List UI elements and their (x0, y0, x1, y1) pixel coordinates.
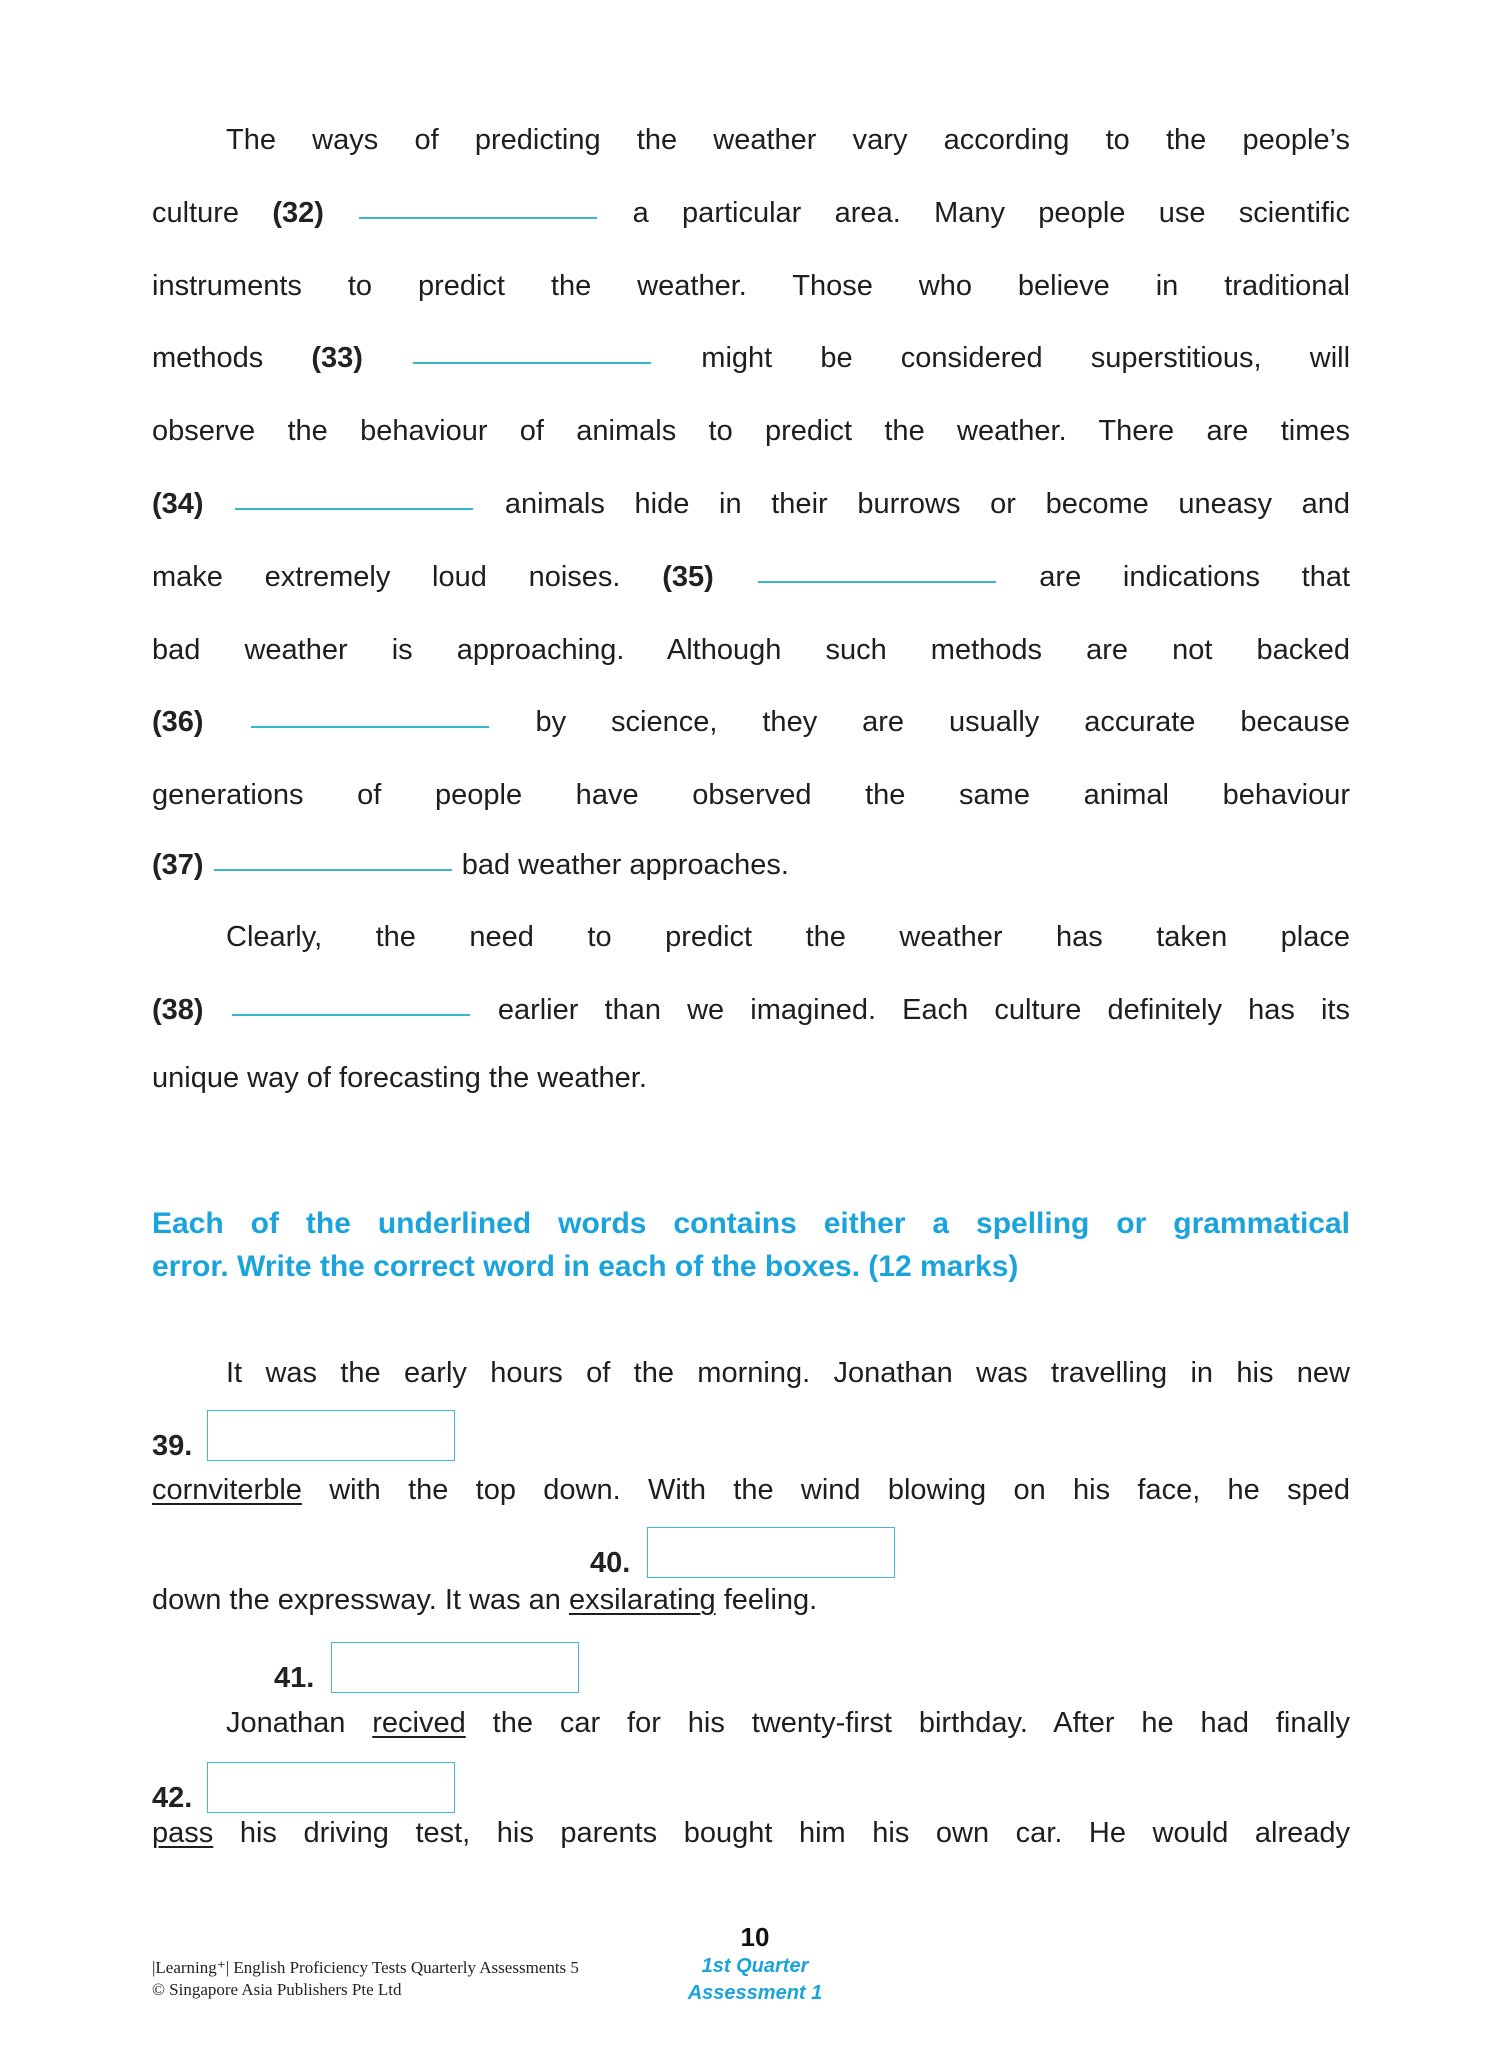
passage-line (152, 702, 1350, 742)
blank-34[interactable] (235, 508, 473, 510)
passage-line (226, 1703, 1350, 1743)
text: unique way of forecasting the weather. (152, 1062, 647, 1094)
passage-line (152, 193, 1350, 233)
passage-line (152, 484, 1350, 524)
blank-number: (36) (152, 706, 204, 738)
passage-line (152, 1813, 1350, 1853)
text: The ways of predicting the weather vary according to the people’s (226, 124, 1350, 156)
question-label-42: 42. (152, 1782, 193, 1814)
book-title: |Learning⁺| English Proficiency Tests Quarterly Assessments 5 (152, 1958, 579, 1977)
answer-box-39[interactable] (207, 1410, 455, 1461)
text: might be considered superstitious, will (701, 342, 1351, 374)
blank-36[interactable] (251, 726, 489, 728)
text: by science, they are usually accurate because (535, 706, 1351, 738)
passage-line (152, 775, 1350, 815)
passage-line (152, 630, 1350, 670)
blank-37[interactable] (214, 869, 452, 871)
blank-38[interactable] (232, 1014, 470, 1016)
copyright: © Singapore Asia Publishers Pte Ltd (152, 1980, 402, 1999)
text: animals hide in their burrows or become uneasy and (504, 488, 1350, 520)
question-label-39: 39. (152, 1430, 193, 1462)
passage-line (152, 1470, 1350, 1510)
text: culture (152, 197, 240, 229)
page-number: 10 (740, 1922, 770, 1952)
passage-line (152, 1058, 1350, 1098)
text: his driving test, his parents bought him his own car. He would already (239, 1817, 1350, 1849)
passage-line (152, 266, 1350, 306)
footer-publication (152, 1957, 579, 2001)
assessment-tag (655, 1953, 855, 2007)
passage-line (226, 917, 1350, 957)
underlined-error-word: cornviterble (152, 1474, 302, 1506)
underlined-error-word: pass (152, 1817, 214, 1849)
passage-line (152, 990, 1350, 1030)
question-label-41: 41. (274, 1662, 315, 1694)
blank-number: (35) (662, 561, 714, 593)
text: Jonathan (226, 1707, 346, 1739)
text: earlier than we imagined. Each culture definitely has its (497, 994, 1350, 1026)
answer-box-40[interactable] (647, 1527, 895, 1578)
passage-line (226, 1353, 1350, 1393)
blank-number: (37) (152, 849, 204, 881)
text: down the expressway. It was an (152, 1584, 561, 1616)
blank-number: (38) (152, 994, 204, 1026)
text: a particular area. Many people use scientific (632, 197, 1350, 229)
text: feeling. (723, 1584, 818, 1616)
passage-line (152, 338, 1350, 378)
text: Clearly, the need to predict the weather has taken place (226, 921, 1350, 953)
text: instruments to predict the weather. Those who believe in traditional (152, 270, 1350, 302)
text: observe the behaviour of animals to predict the weather. There are times (152, 415, 1350, 447)
passage-line (152, 1580, 1350, 1620)
answer-box-41[interactable] (331, 1642, 579, 1693)
text: the car for his twenty-first birthday. After he had finally (492, 1707, 1350, 1739)
assessment-label: Assessment 1 (687, 1982, 823, 2004)
underlined-error-word: exsilarating (568, 1584, 716, 1616)
blank-number: (32) (272, 197, 324, 229)
blank-number: (33) (311, 342, 363, 374)
instruction-line-2: error. Write the correct word in each of the boxes. (12 marks) (152, 1250, 1019, 1283)
passage-line (152, 557, 1350, 597)
section-instruction (152, 1202, 1350, 1288)
instruction-line-1: Each of the underlined words contains either a spelling or grammatical (152, 1207, 1350, 1240)
blank-35[interactable] (758, 581, 996, 583)
passage-line (226, 120, 1350, 160)
answer-box-42[interactable] (207, 1762, 455, 1813)
text: bad weather approaches. (461, 849, 789, 881)
blank-32[interactable] (359, 217, 597, 219)
text: methods (152, 342, 264, 374)
blank-number: (34) (152, 488, 204, 520)
text: It was the early hours of the morning. Jonathan was travelling in his new (226, 1357, 1350, 1389)
question-label-40: 40. (590, 1547, 631, 1579)
text: bad weather is approaching. Although such methods are not backed (152, 634, 1350, 666)
blank-33[interactable] (413, 362, 651, 364)
underlined-error-word: recived (372, 1707, 466, 1739)
text: generations of people have observed the same animal behaviour (152, 779, 1350, 811)
passage-line (152, 845, 1350, 885)
text: with the top down. With the wind blowing on his face, he sped (329, 1474, 1350, 1506)
text: make extremely loud noises. (152, 561, 621, 593)
text: are indications that (1039, 561, 1351, 593)
passage-line (152, 411, 1350, 451)
quarter-label: 1st Quarter (701, 1955, 809, 1977)
